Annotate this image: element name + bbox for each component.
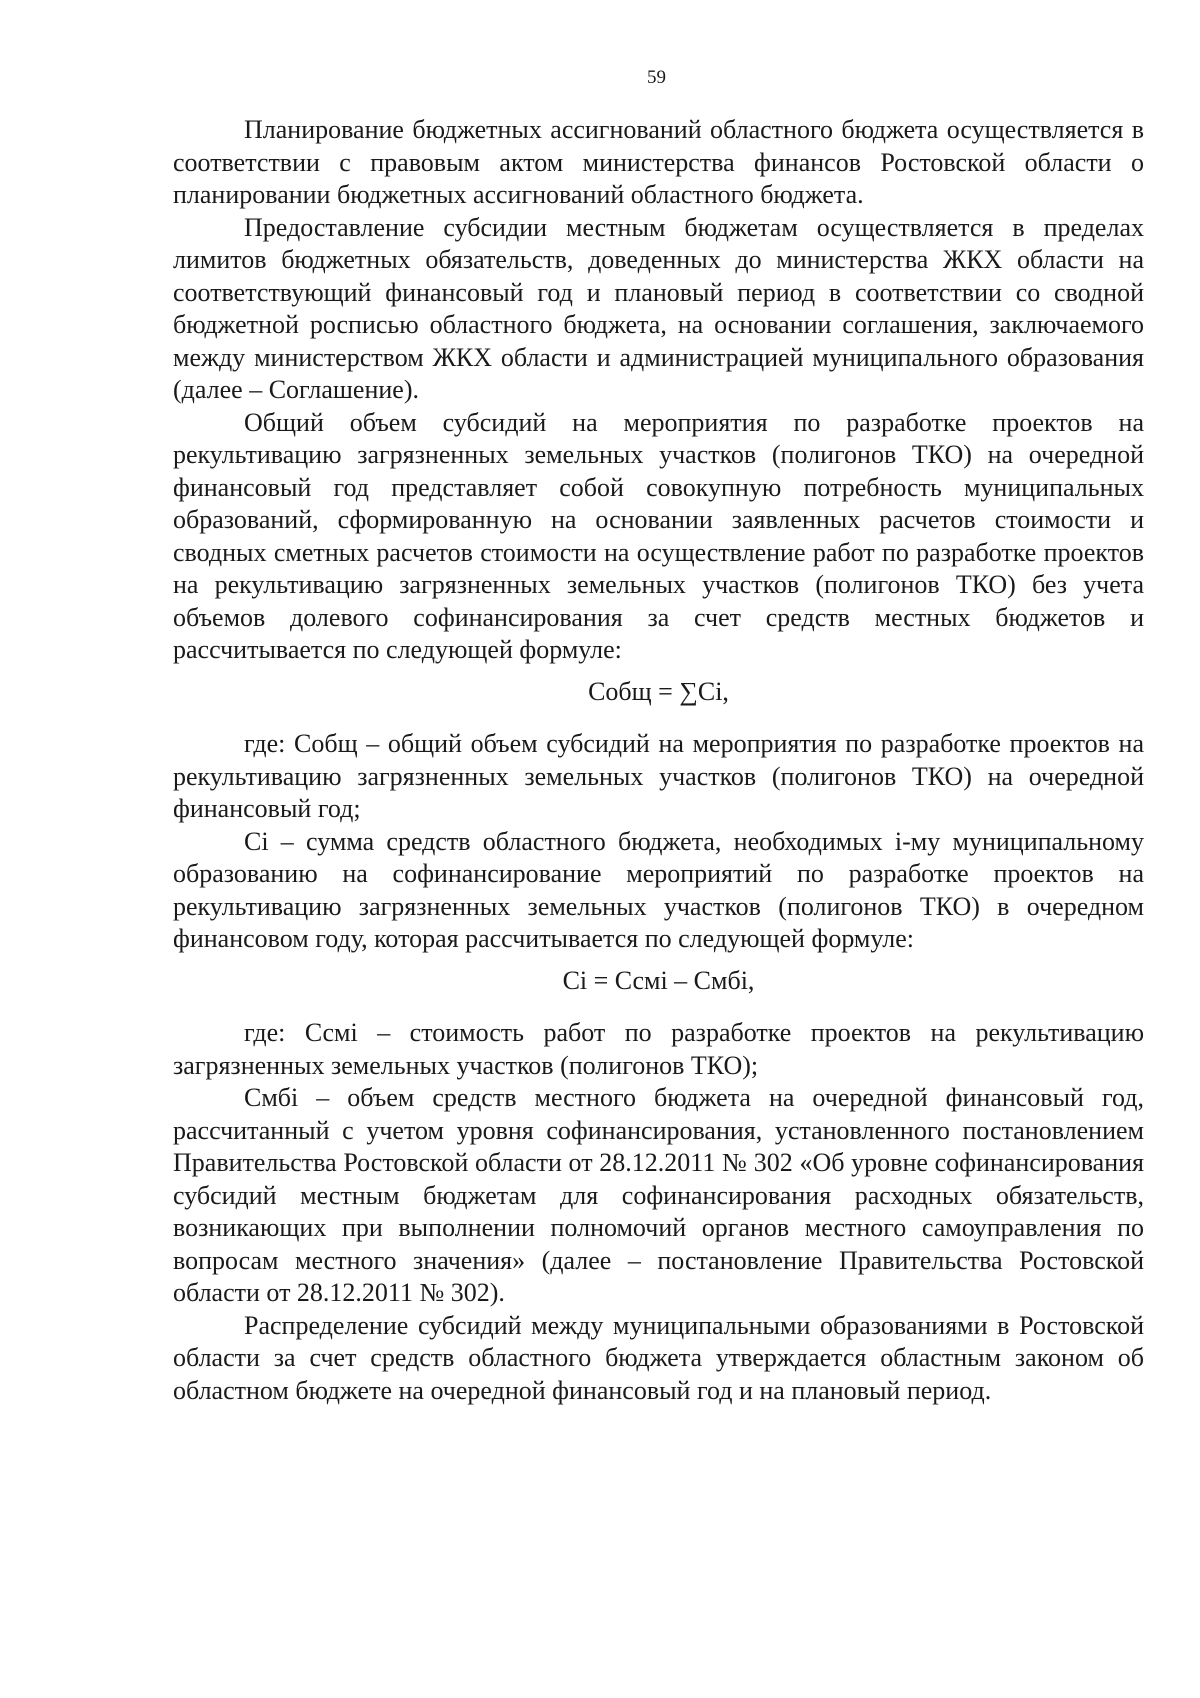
paragraph-smbi-definition: Смбi – объем средств местного бюджета на очередной финансовый год, рассчитанный с учетом уровня софинансирования, установленного постановлением Правительства Ростовской области от 28.12.2011 № 302 «Об уровне софинансирования субсидий местным бюджетам для софинансирования расходных обязательств, возникающих при выполнении полномочий органов местного самоуправления по вопросам местного значения» (далее – постановление Правительства Ростовской области от 28.12.2011 № 302). (173, 1083, 1144, 1307)
formula-total-subsidy: Собщ = ∑Ci, (588, 676, 729, 706)
paragraph-ci-definition: Ci – сумма средств областного бюджета, необходимых i-му муниципальному образованию на софинансирование мероприятий по разработке проектов на рекультивацию загрязненных земельных участков (полигонов ТКО) в очередном финансовом году, которая рассчитывается по следующей формуле: (173, 826, 1144, 953)
page-number: 59 (647, 67, 666, 88)
paragraph-subsidy-distribution: Распределение субсидий между муниципальными образованиями в Ростовской области за счет средств областного бюджета утверждается областным законом об областном бюджете на очередной финансовый год и на плановый период. (173, 1310, 1144, 1405)
paragraph-subsidy-provision: Предоставление субсидии местным бюджетам осуществляется в пределах лимитов бюджетных обязательств, доведенных до министерства ЖКХ области на соответствующий финансовый год и плановый период в соответствии со сводной бюджетной росписью областного бюджета, на основании соглашения, заключаемого между министерством ЖКХ области и администрацией муниципального образования (далее – Соглашение). (173, 212, 1144, 404)
paragraph-ssmi-definition: где: Ссмi – стоимость работ по разработке проектов на рекультивацию загрязненных земельных участков (полигонов ТКО); (173, 1018, 1144, 1080)
paragraph-budget-planning: Планирование бюджетных ассигнований областного бюджета осуществляется в соответствии с правовым актом министерства финансов Ростовской области о планировании бюджетных ассигнований областного бюджета. (173, 115, 1144, 209)
paragraph-formula1-definition: где: Собщ – общий объем субсидий на мероприятия по разработке проектов на рекультивацию загрязненных земельных участков (полигонов ТКО) на очередной финансовый год; (173, 729, 1144, 823)
paragraph-total-subsidy-volume: Общий объем субсидий на мероприятия по разработке проектов на рекультивацию загрязненных земельных участков (полигонов ТКО) на очередной финансовый год представляет собой совокупную потребность муниципальных образований, сформированную на основании заявленных расчетов стоимости и сводных сметных расчетов стоимости на осуществление работ по разработке проектов на рекультивацию загрязненных земельных участков (полигонов ТКО) без учета объемов долевого софинансирования за счет средств местных бюджетов и рассчитывается по следующей формуле: (173, 407, 1144, 664)
document-body (173, 114, 1144, 1407)
formula-ci: Ci = Ссмi – Смбi, (562, 965, 755, 995)
